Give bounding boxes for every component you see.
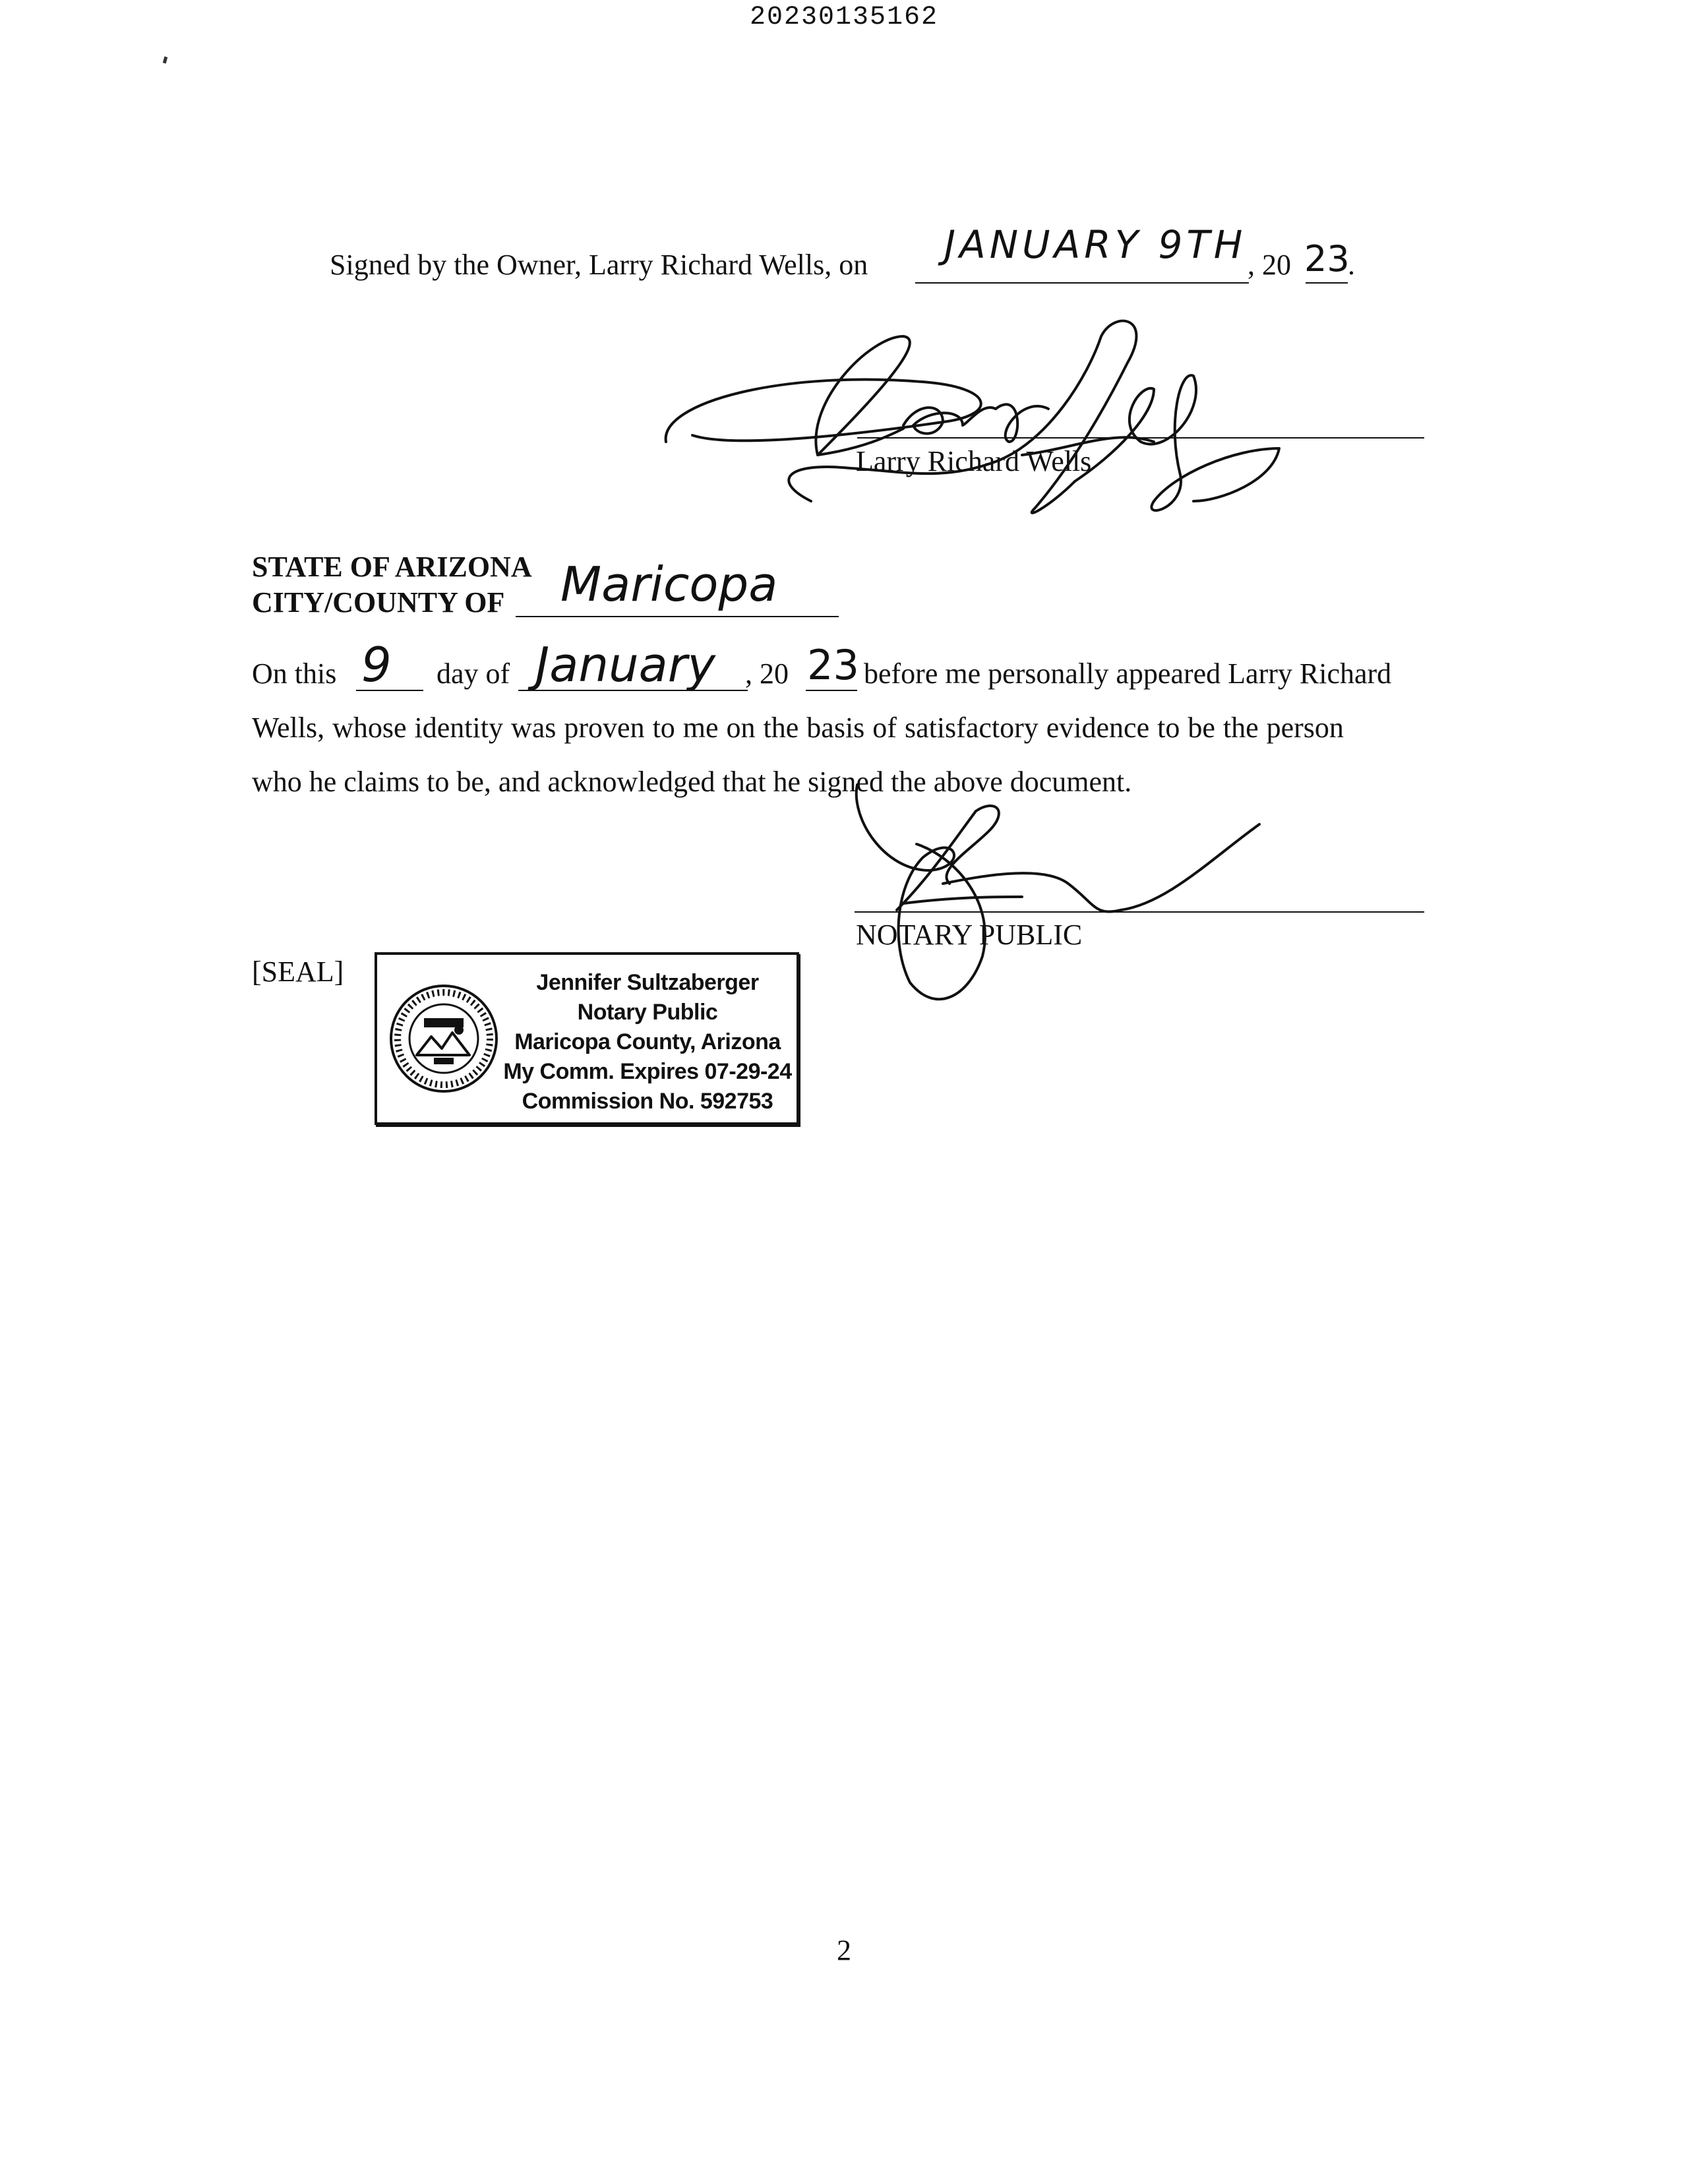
county-underline	[516, 616, 839, 617]
ack-line-1-rest: before me personally appeared Larry Richard	[864, 657, 1392, 690]
on-this-text: On this	[252, 657, 337, 690]
owner-year-underline	[1306, 282, 1348, 284]
month-handwritten: January	[535, 637, 715, 692]
arizona-state-seal-icon	[388, 983, 500, 1095]
notary-stamp-text	[502, 968, 793, 1116]
day-handwritten: 9	[361, 637, 392, 692]
notary-commission-number: Commission No. 592753	[522, 1089, 773, 1114]
ack-line-3: who he claims to be, and acknowledged that he signed the above document.	[252, 766, 1132, 798]
day-of-text: day of	[437, 657, 510, 690]
owner-date-underline	[915, 282, 1249, 284]
owner-year-handwritten: 23	[1304, 238, 1350, 280]
owner-date-handwritten: JANUARY 9TH	[944, 222, 1247, 267]
owner-printed-name: Larry Richard Wells	[856, 445, 1092, 477]
ack-line-2: Wells, whose identity was proven to me on the basis of satisfactory evidence to be the person	[252, 712, 1344, 744]
ack-year-underline	[806, 690, 857, 691]
notary-stamp	[375, 952, 799, 1125]
ack-year-handwritten: 23	[807, 641, 859, 689]
ack-year-prefix: , 20	[745, 657, 789, 690]
county-label: CITY/COUNTY OF	[252, 586, 505, 619]
notary-title-stamp: Notary Public	[577, 1000, 718, 1025]
county-handwritten: Maricopa	[560, 557, 778, 612]
page-number: 2	[837, 1934, 851, 1966]
owner-year-suffix: .	[1348, 249, 1355, 281]
state-line: STATE OF ARIZONA	[252, 551, 532, 583]
notary-name: Jennifer Sultzaberger	[536, 970, 759, 995]
recording-number: 20230135162	[749, 3, 939, 32]
owner-handwritten-signature	[653, 310, 1286, 528]
owner-year-prefix: , 20	[1248, 249, 1291, 281]
seal-label: [SEAL]	[252, 956, 344, 988]
owner-signed-prefix: Signed by the Owner, Larry Richard Wells, on	[330, 249, 868, 281]
notary-expiration: My Comm. Expires 07-29-24	[503, 1059, 792, 1084]
notary-county: Maricopa County, Arizona	[514, 1029, 781, 1054]
owner-signed-statement	[330, 251, 868, 280]
scan-speck	[163, 57, 167, 64]
notary-title: NOTARY PUBLIC	[856, 919, 1083, 951]
notary-handwritten-signature	[844, 772, 1279, 1022]
